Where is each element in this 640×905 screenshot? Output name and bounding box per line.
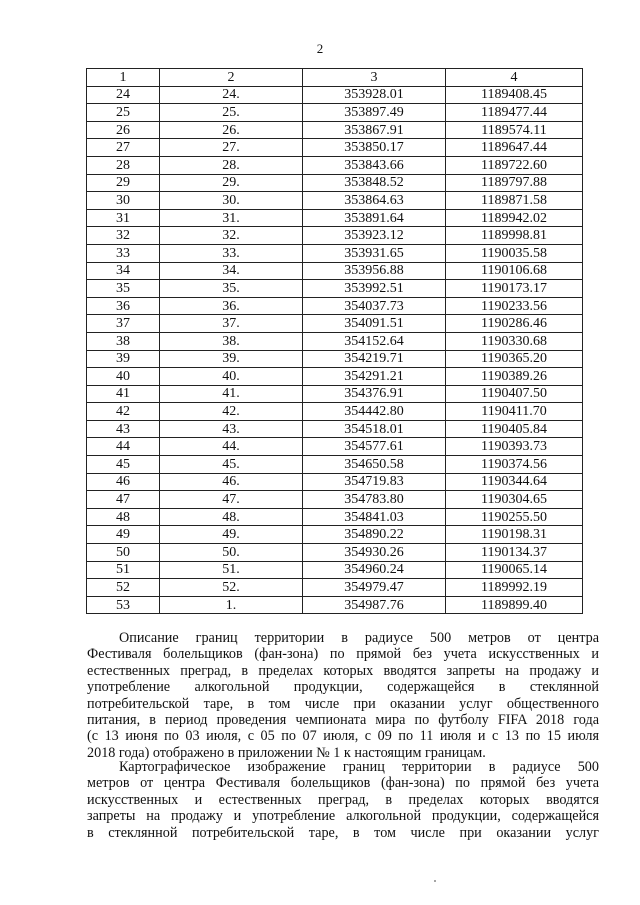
table-cell: 52. [160, 579, 303, 597]
table-row [87, 244, 583, 262]
table-cell: 1189871.58 [446, 192, 583, 210]
table-cell: 43 [87, 420, 160, 438]
table-cell: 44. [160, 438, 303, 456]
table-cell: 43. [160, 420, 303, 438]
paragraph-line: питания, в период проведения чемпионата мира по футболу FIFA 2018 года [87, 712, 599, 729]
table-cell: 33. [160, 244, 303, 262]
table-cell: 353850.17 [303, 139, 446, 157]
table-cell: 32. [160, 227, 303, 245]
table-cell: 354442.80 [303, 403, 446, 421]
table-cell: 40 [87, 368, 160, 386]
table-header-row [87, 69, 583, 87]
table-cell: 29 [87, 174, 160, 192]
table-cell: 1190365.20 [446, 350, 583, 368]
table-row [87, 262, 583, 280]
table-row [87, 156, 583, 174]
table-cell: 353992.51 [303, 280, 446, 298]
table-cell: 52 [87, 579, 160, 597]
table-cell: 354987.76 [303, 596, 446, 614]
paragraph-line: в стеклянной потребительской таре, в том числе при оказании услуг [87, 824, 599, 841]
table-cell: 28 [87, 156, 160, 174]
column-header: 4 [446, 69, 583, 87]
table-row [87, 473, 583, 491]
table-row [87, 227, 583, 245]
table-cell: 1189992.19 [446, 579, 583, 597]
table-cell: 1189647.44 [446, 139, 583, 157]
table-cell: 354650.58 [303, 456, 446, 474]
table-cell: 1190411.70 [446, 403, 583, 421]
table-row [87, 596, 583, 614]
table-cell: 1189797.88 [446, 174, 583, 192]
table-row [87, 332, 583, 350]
table-cell: 31 [87, 209, 160, 227]
table-cell: 1190106.68 [446, 262, 583, 280]
table-row [87, 192, 583, 210]
table-cell: 354960.24 [303, 561, 446, 579]
paragraph-line: Описание границ территории в радиусе 500 метров от центра [119, 630, 599, 646]
table-row [87, 438, 583, 456]
table-cell: 1190304.65 [446, 491, 583, 509]
paragraph-line: искусственных и естественных преград, в пределах которых вводятся [87, 791, 599, 808]
table-row [87, 403, 583, 421]
table-cell: 48 [87, 508, 160, 526]
table-cell: 1190286.46 [446, 315, 583, 333]
table-cell: 354037.73 [303, 297, 446, 315]
table-cell: 1190035.58 [446, 244, 583, 262]
table-cell: 25. [160, 104, 303, 122]
table-body [87, 86, 583, 614]
paragraph-line: употребление алкогольной продукции, содержащейся в стеклянной [87, 679, 599, 696]
paragraph-cartographic-image [87, 759, 599, 841]
table-cell: 354291.21 [303, 368, 446, 386]
table-cell: 353928.01 [303, 86, 446, 104]
table-row [87, 104, 583, 122]
coordinates-table [86, 68, 583, 614]
page-number: 2 [316, 41, 324, 56]
paragraph-line: Картографическое изображение границ территории в радиусе 500 [119, 759, 599, 775]
table-cell: 353864.63 [303, 192, 446, 210]
table-cell: 37. [160, 315, 303, 333]
table-row [87, 280, 583, 298]
table-cell: 1189408.45 [446, 86, 583, 104]
table-cell: 53 [87, 596, 160, 614]
table-cell: 354930.26 [303, 544, 446, 562]
table-cell: 35 [87, 280, 160, 298]
table-cell: 47 [87, 491, 160, 509]
table-cell: 1. [160, 596, 303, 614]
table-cell: 1189477.44 [446, 104, 583, 122]
table-cell: 354890.22 [303, 526, 446, 544]
table-cell: 1190233.56 [446, 297, 583, 315]
table-row [87, 544, 583, 562]
table-cell: 353897.49 [303, 104, 446, 122]
table-cell: 26. [160, 121, 303, 139]
table-row [87, 368, 583, 386]
table-cell: 1190407.50 [446, 385, 583, 403]
paragraph-line: запреты на продажу и употребление алкогольной продукции, содержащейся [87, 808, 599, 825]
table-cell: 1190255.50 [446, 508, 583, 526]
table-cell: 28. [160, 156, 303, 174]
table-cell: 25 [87, 104, 160, 122]
table-cell: 1190198.31 [446, 526, 583, 544]
table-cell: 38 [87, 332, 160, 350]
table-cell: 41 [87, 385, 160, 403]
table-cell: 354091.51 [303, 315, 446, 333]
table-row [87, 579, 583, 597]
table-cell: 354152.64 [303, 332, 446, 350]
table-row [87, 86, 583, 104]
table-cell: 354979.47 [303, 579, 446, 597]
table-row [87, 350, 583, 368]
table-cell: 34. [160, 262, 303, 280]
table-row [87, 508, 583, 526]
table-cell: 353931.65 [303, 244, 446, 262]
table-row [87, 561, 583, 579]
table-row [87, 420, 583, 438]
table-row [87, 121, 583, 139]
paragraph-fan-zone-description [87, 630, 599, 761]
table-cell: 29. [160, 174, 303, 192]
table-cell: 353891.64 [303, 209, 446, 227]
table-cell: 1190389.26 [446, 368, 583, 386]
table-cell: 44 [87, 438, 160, 456]
table-row [87, 139, 583, 157]
paragraph-line: метров от центра Фестиваля болельщиков (фан-зона) по прямой без учета [87, 775, 599, 792]
paragraph-line: (с 13 июня по 03 июля, с 05 по 07 июля, с 09 по 11 июля и с 13 по 15 июля [87, 728, 599, 745]
table-cell: 26 [87, 121, 160, 139]
table-cell: 47. [160, 491, 303, 509]
table-cell: 32 [87, 227, 160, 245]
table-cell: 24. [160, 86, 303, 104]
table-cell: 39 [87, 350, 160, 368]
table-cell: 36 [87, 297, 160, 315]
table-cell: 1190134.37 [446, 544, 583, 562]
table-cell: 49 [87, 526, 160, 544]
table-cell: 42 [87, 403, 160, 421]
paragraph-line: потребительской таре, в том числе при оказании услуг общественного [87, 695, 599, 712]
table-cell: 35. [160, 280, 303, 298]
table-cell: 30. [160, 192, 303, 210]
table-row [87, 385, 583, 403]
table-cell: 353923.12 [303, 227, 446, 245]
paragraph-line: Фестиваля болельщиков (фан-зона) по прямой без учета искусственных и [87, 646, 599, 663]
table-cell: 1190405.84 [446, 420, 583, 438]
table-cell: 354577.61 [303, 438, 446, 456]
table-cell: 46 [87, 473, 160, 491]
table-row [87, 315, 583, 333]
table-cell: 30 [87, 192, 160, 210]
paragraph-line: естественных преград, в пределах которых вводятся запреты на продажу и [87, 662, 599, 679]
table-row [87, 297, 583, 315]
table-cell: 50 [87, 544, 160, 562]
table-cell: 45 [87, 456, 160, 474]
table-cell: 1189942.02 [446, 209, 583, 227]
table-cell: 41. [160, 385, 303, 403]
table-cell: 38. [160, 332, 303, 350]
table-cell: 48. [160, 508, 303, 526]
table-cell: 353867.91 [303, 121, 446, 139]
table-cell: 42. [160, 403, 303, 421]
table-cell: 40. [160, 368, 303, 386]
column-header: 1 [87, 69, 160, 87]
table-cell: 1189899.40 [446, 596, 583, 614]
table-cell: 354719.83 [303, 473, 446, 491]
table-cell: 24 [87, 86, 160, 104]
table-cell: 1189722.60 [446, 156, 583, 174]
table-cell: 27. [160, 139, 303, 157]
scan-dot [434, 880, 436, 882]
table-cell: 49. [160, 526, 303, 544]
table-cell: 1190173.17 [446, 280, 583, 298]
table-cell: 1190374.56 [446, 456, 583, 474]
table-cell: 354376.91 [303, 385, 446, 403]
column-header: 2 [160, 69, 303, 87]
table-cell: 353956.88 [303, 262, 446, 280]
table-cell: 51. [160, 561, 303, 579]
table-cell: 1189998.81 [446, 227, 583, 245]
paragraph-line: 2018 года) отображено в приложении № 1 к настоящим границам. [87, 744, 486, 761]
table-cell: 354219.71 [303, 350, 446, 368]
table-cell: 354841.03 [303, 508, 446, 526]
table-cell: 31. [160, 209, 303, 227]
table-row [87, 526, 583, 544]
table-cell: 39. [160, 350, 303, 368]
column-header: 3 [303, 69, 446, 87]
table-cell: 46. [160, 473, 303, 491]
table-cell: 1190065.14 [446, 561, 583, 579]
table-cell: 1189574.11 [446, 121, 583, 139]
table-cell: 34 [87, 262, 160, 280]
table-row [87, 209, 583, 227]
table-row [87, 491, 583, 509]
table-cell: 354783.80 [303, 491, 446, 509]
table-cell: 1190330.68 [446, 332, 583, 350]
table-row [87, 456, 583, 474]
table-row [87, 174, 583, 192]
table-cell: 353848.52 [303, 174, 446, 192]
table-cell: 353843.66 [303, 156, 446, 174]
table-cell: 45. [160, 456, 303, 474]
table-cell: 1190344.64 [446, 473, 583, 491]
table-cell: 33 [87, 244, 160, 262]
table-cell: 36. [160, 297, 303, 315]
table-cell: 1190393.73 [446, 438, 583, 456]
table-cell: 27 [87, 139, 160, 157]
table-cell: 354518.01 [303, 420, 446, 438]
table-cell: 37 [87, 315, 160, 333]
table-cell: 51 [87, 561, 160, 579]
table-cell: 50. [160, 544, 303, 562]
